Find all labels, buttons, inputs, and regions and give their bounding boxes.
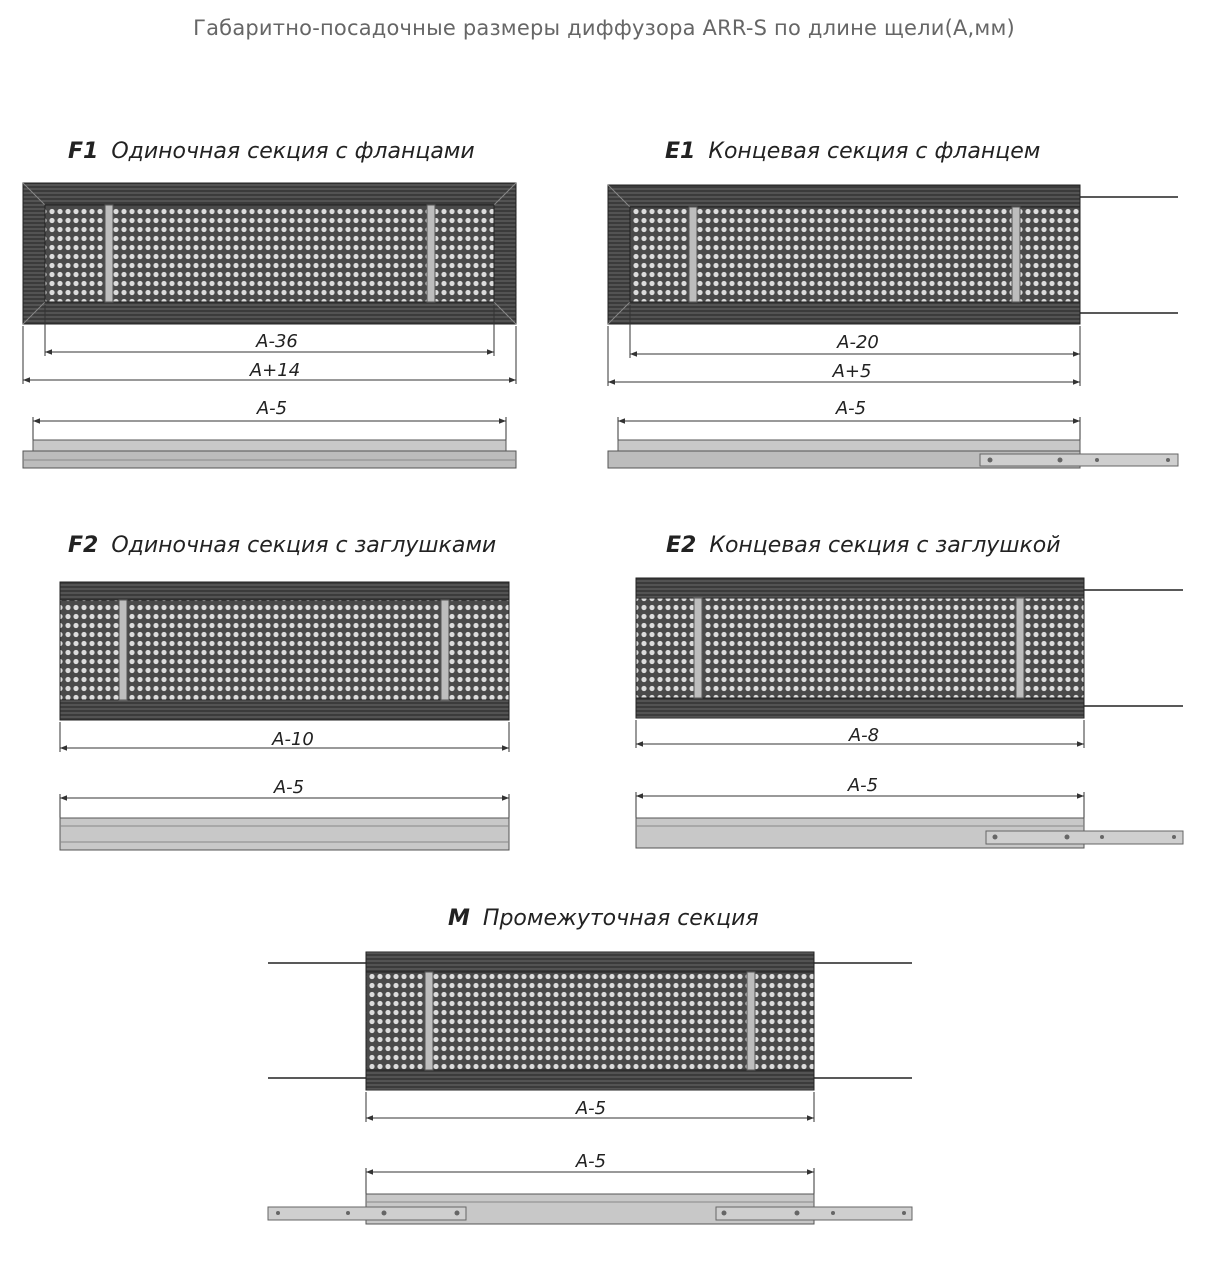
m-bottom-bar [366, 1070, 814, 1090]
f2-top-bar [60, 582, 509, 600]
e2-dim-label-1: A-8 [848, 725, 880, 746]
e2-rod-left [694, 598, 702, 698]
m-side-connector-right [716, 1207, 912, 1220]
e2-connector-hole-4 [1172, 835, 1176, 839]
e1-dim-label-3: A-5 [835, 398, 867, 419]
f2-rod-left [119, 600, 127, 700]
section-e1-code: E1 [665, 139, 696, 164]
section-m-code: M [448, 906, 470, 931]
e2-dim-label-2: A-5 [847, 775, 879, 796]
section-m [268, 906, 912, 1224]
e2-rod-right [1016, 598, 1024, 698]
e1-connector-hole-3 [1095, 458, 1099, 462]
section-e2-name: Концевая секция с заглушкой [709, 533, 1061, 558]
m-side-connector-left [268, 1207, 466, 1220]
m-top-bar [366, 952, 814, 972]
section-m-name: Промежуточная секция [482, 906, 759, 931]
e2-connector-hole-3 [1100, 835, 1104, 839]
page-title: Габаритно-посадочные размеры диффузора ARR-S по длине щели(А,мм) [193, 16, 1015, 40]
section-e2-title [666, 533, 1061, 558]
e1-side-profile [618, 440, 1080, 451]
m-connector-hole-4 [455, 1211, 460, 1216]
f1-dim-label-3: A-5 [256, 398, 288, 419]
f2-dim-label-2: A-5 [273, 777, 305, 798]
e1-rod-left [689, 207, 697, 302]
m-dim-label-1: A-5 [575, 1098, 607, 1119]
section-e1 [608, 139, 1178, 468]
m-connector-hole-7 [831, 1211, 835, 1215]
section-f1-title [68, 139, 475, 164]
m-connector-hole-8 [902, 1211, 906, 1215]
section-e2 [636, 533, 1183, 848]
e1-rod-right [1012, 207, 1020, 302]
m-connector-hole-2 [346, 1211, 350, 1215]
section-f2-title [68, 533, 496, 558]
m-connector-hole-1 [276, 1211, 280, 1215]
section-f1 [23, 139, 516, 468]
e2-connector-hole-1 [993, 835, 998, 840]
m-connector-hole-3 [382, 1211, 387, 1216]
f2-side-profile [60, 818, 509, 850]
section-f2-code: F2 [68, 533, 99, 558]
e1-connector-hole-2 [1058, 458, 1063, 463]
f2-bottom-bar [60, 700, 509, 720]
section-e1-title [665, 139, 1040, 164]
f1-side-profile [33, 440, 506, 451]
e1-dim-label-2: A+5 [832, 361, 872, 382]
m-rod-right [747, 972, 755, 1070]
section-e1-name: Концевая секция с фланцем [708, 139, 1041, 164]
m-connector-hole-6 [795, 1211, 800, 1216]
section-m-title [448, 906, 759, 931]
e2-side-connector-plate [986, 831, 1183, 844]
e1-side-connector-plate [980, 454, 1178, 466]
f1-rod-right [427, 205, 435, 302]
m-rod-left [425, 972, 433, 1070]
e2-bottom-bar [636, 698, 1084, 718]
e1-dim-label-1: A-20 [837, 332, 879, 353]
f2-rod-right [441, 600, 449, 700]
e1-connector-hole-4 [1166, 458, 1170, 462]
f1-rod-left [105, 205, 113, 302]
m-dim-label-2: A-5 [575, 1151, 607, 1172]
section-f2-name: Одиночная секция с заглушками [111, 533, 497, 558]
section-e2-code: E2 [666, 533, 697, 558]
section-f1-name: Одиночная секция с фланцами [111, 139, 475, 164]
f1-dim-label-1: A-36 [256, 331, 298, 352]
e2-top-bar [636, 578, 1084, 598]
m-connector-hole-5 [722, 1211, 727, 1216]
section-f1-code: F1 [68, 139, 99, 164]
e2-connector-hole-2 [1065, 835, 1070, 840]
e1-connector-hole-1 [988, 458, 993, 463]
f2-dim-label-1: A-10 [272, 729, 314, 750]
section-f2 [60, 533, 509, 850]
f1-dim-label-2: A+14 [249, 360, 301, 381]
